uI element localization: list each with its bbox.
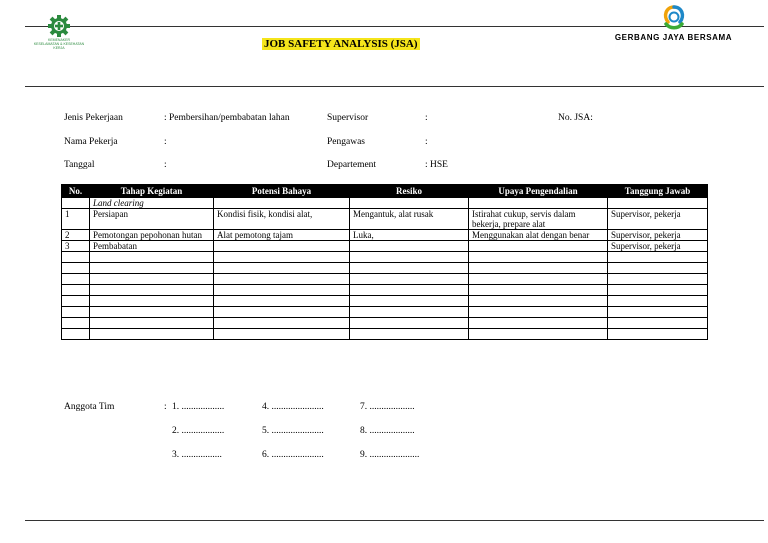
- cell-resiko: Luka,: [350, 230, 469, 241]
- empty-row: [62, 252, 708, 263]
- logo-caption-1: KEMENAKER: [48, 38, 70, 42]
- cell-resiko: Mengantuk, alat rusak: [350, 209, 469, 230]
- empty-row: [62, 296, 708, 307]
- cell-tanggung-jawab: Supervisor, pekerja: [608, 230, 708, 241]
- empty-row: [62, 274, 708, 285]
- pengawas-value: :: [425, 137, 428, 147]
- departement-label: Departement: [327, 160, 377, 170]
- team-member-7: 7. ...................: [360, 402, 415, 412]
- header-divider: [25, 86, 764, 87]
- k3-logo: [33, 14, 85, 50]
- gear-cross-icon: [48, 14, 70, 38]
- nama-pekerja-label: Nama Pekerja: [64, 137, 118, 147]
- no-jsa-label: No. JSA:: [558, 113, 593, 123]
- company-name: GERBANG JAYA BERSAMA: [614, 33, 733, 42]
- cell-tanggung-jawab: Supervisor, pekerja: [608, 209, 708, 230]
- team-member-5: 5. ......................: [262, 426, 324, 436]
- table-row: [62, 230, 708, 241]
- jenis-pekerjaan-label: Jenis Pekerjaan: [64, 113, 123, 123]
- team-member-3: 3. .................: [172, 450, 222, 460]
- cell-no: 2: [62, 230, 90, 241]
- tanggal-value: :: [164, 160, 167, 170]
- tanggal-label: Tanggal: [64, 160, 95, 170]
- nama-pekerja-value: :: [164, 137, 167, 147]
- section-label: Land clearing: [90, 198, 214, 209]
- company-logo: [606, 4, 741, 42]
- table-header-row: [62, 185, 708, 198]
- anggota-tim-colon: :: [164, 402, 167, 412]
- team-member-4: 4. ......................: [262, 402, 324, 412]
- team-member-2: 2. ..................: [172, 426, 225, 436]
- document-title: JOB SAFETY ANALYSIS (JSA): [264, 38, 418, 50]
- jsa-table: [61, 184, 708, 340]
- header-tanggung-jawab: Tanggung Jawab: [608, 185, 708, 198]
- table-row: [62, 209, 708, 230]
- cell-pengendalian: Menggunakan alat dengan benar: [469, 230, 608, 241]
- cell-resiko: [350, 241, 469, 252]
- logo-caption-2: KESELAMATAN & KESEHATAN KERJA: [33, 42, 85, 50]
- team-member-1: 1. ..................: [172, 402, 225, 412]
- team-member-9: 9. .....................: [360, 450, 420, 460]
- header-tahap-kegiatan: Tahap Kegiatan: [90, 185, 214, 198]
- table-row-section: [62, 198, 708, 209]
- empty-row: [62, 285, 708, 296]
- table-row: [62, 241, 708, 252]
- header-no: No.: [62, 185, 90, 198]
- cell-bahaya: Kondisi fisik, kondisi alat,: [214, 209, 350, 230]
- empty-row: [62, 307, 708, 318]
- team-member-8: 8. ...................: [360, 426, 415, 436]
- supervisor-value: :: [425, 113, 428, 123]
- cell-pengendalian: [469, 241, 608, 252]
- cell-bahaya: Alat pemotong tajam: [214, 230, 350, 241]
- team-member-6: 6. ......................: [262, 450, 324, 460]
- empty-row: [62, 263, 708, 274]
- cell-tahap: Persiapan: [90, 209, 214, 230]
- empty-row: [62, 329, 708, 340]
- supervisor-label: Supervisor: [327, 113, 369, 123]
- cell-tanggung-jawab: Supervisor, pekerja: [608, 241, 708, 252]
- company-swirl-icon: [660, 4, 688, 30]
- jenis-pekerjaan-value: : Pembersihan/pembabatan lahan: [164, 113, 290, 123]
- header-potensi-bahaya: Potensi Bahaya: [214, 185, 350, 198]
- cell-bahaya: [214, 241, 350, 252]
- header-upaya-pengendalian: Upaya Pengendalian: [469, 185, 608, 198]
- header-resiko: Resiko: [350, 185, 469, 198]
- cell-tahap: Pemotongan pepohonan hutan: [90, 230, 214, 241]
- cell-no: 3: [62, 241, 90, 252]
- anggota-tim-label: Anggota Tim: [64, 402, 115, 412]
- cell-pengendalian: Istirahat cukup, servis dalam bekerja, prepare alat: [469, 209, 608, 230]
- pengawas-label: Pengawas: [327, 137, 365, 147]
- cell-no: 1: [62, 209, 90, 230]
- empty-row: [62, 318, 708, 329]
- cell-tahap: Pembabatan: [90, 241, 214, 252]
- departement-value: : HSE: [425, 160, 448, 170]
